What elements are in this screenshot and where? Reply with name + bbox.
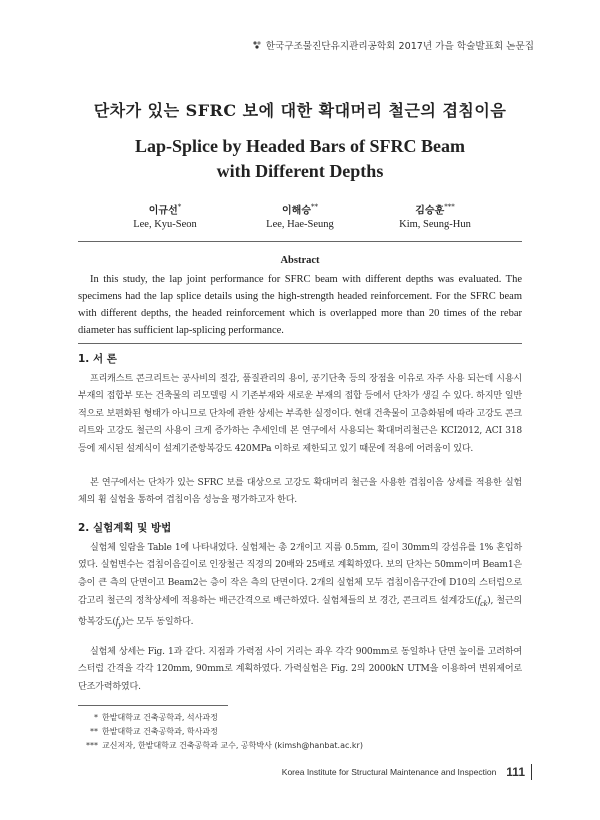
section-1-heading: 1. 서 론 [78,353,117,365]
footer-bar [531,764,532,780]
para-text: ), 철근의 항복강도( [78,596,522,627]
footnotes [78,711,363,753]
abstract-body: In this study, the lap joint performance for SFRC beam with different depths was evaluated. The specimens had the lap splice details using the high-strength headed reinforcement. For the SFRC beam with different depths, the headed reinforcement which is overlapped more than 20 times of the rebar diameter has sufficient lap-splicing performance. [78,274,522,336]
author-name-en: Lee, Hae-Seung [266,219,334,231]
symbol-fck: $f_{ck}$ [477,595,488,609]
section-2-paragraph-2: 실험체 상세는 Fig. 1과 같다. 지점과 가력점 사이 거리는 좌우 각각 900mm로 동일하나 단면 높이를 고려하여 스터럽 간격을 각각 120mm, 90mm로 계획하였다. 가력실험은 Fig. 2의 2000kN UTM을 이용하여 변위제어로 단조가력하였다. [78,647,522,692]
footer-org: Korea Institute for Structural Maintenance and Inspection [281,767,497,777]
running-header [252,38,534,52]
section-1-paragraph-2: 본 연구에서는 단차가 있는 SFRC 보를 대상으로 고강도 확대머리 철근을 사용한 겹침이음 상세를 적용한 실험체의 휨 실험을 통하여 겹침이음 성능을 평가하고자 한다. [78,478,522,506]
title-english [0,134,600,184]
page-number: 111 [506,765,525,779]
para-text: 실험체 일람을 Table 1에 나타내었다. 실험체는 총 2개이고 지름 0.5mm, 길이 30mm의 강섬유를 1% 혼입하였다. 실험변수는 겹침이음길이로 인장철근 직경의 20배와 25배로 계획하였다. 보의 단차는 50mm이며 Beam1은 층이 큰 측의 단면이고 Beam2는 층이 작은 측의 단면이다. 2개의 실험체 모두 겹침이음구간에 D10의 스터럽으로 감고리 철근의 정착상세에 적용하는 배근간격으로 배근하였다. 실험체들의 보 경간, 콘크리트 설계강도( [78,543,522,607]
author-name-en: Kim, Seung-Hun [399,219,471,231]
author-name-ko: 김승훈 [415,205,445,217]
abstract-title: Abstract [280,255,320,266]
footnote: ** 한밭대학교 건축공학과, 학사과정 [90,727,218,736]
divider-top [78,241,522,242]
section-2-heading: 2. 실험계획 및 방법 [78,522,172,534]
title-korean: 단차가 있는 SFRC 보에 대한 확대머리 철근의 겹침이음 [93,101,507,120]
author-name-ko: 이해승 [282,205,311,217]
author-2 [233,200,368,232]
author-name-en: Lee, Kyu-Seon [133,219,197,231]
footnote-divider [78,705,228,706]
author-mark: *** [444,203,455,211]
page-footer [282,764,532,780]
author-1 [98,200,233,232]
author-mark: * [177,203,182,211]
author-list [0,200,600,232]
para-text: )는 모두 동일하다. [121,616,194,627]
section-2-paragraph-1 [78,540,522,633]
journal-logo-icon [252,40,262,50]
symbol-fy: $f_y$ [115,615,122,629]
header-text: 한국구조물진단유지관리공학회 2017년 가을 학술발표회 논문집 [265,41,534,52]
divider-abstract [78,343,522,344]
author-3 [368,200,503,232]
footnote: *** 교신저자, 한밭대학교 건축공학과 교수, 공학박사 (kimsh@hanbat.ac.kr) [86,741,363,750]
title-english-line1: Lap-Splice by Headed Bars of SFRC Beam [134,136,465,156]
footnote: * 한밭대학교 건축공학과, 석사과정 [94,713,218,722]
title-english-line2: with Different Depths [216,161,384,181]
author-mark: ** [310,203,318,211]
author-name-ko: 이규선 [148,205,178,217]
section-1-paragraph-1: 프리캐스트 콘크리트는 공사비의 절감, 품질관리의 용이, 공기단축 등의 장점을 이유로 자주 사용 되는데 시용시 부재의 접합부 또는 건축물의 리모델링 시 기존부재와 새로운 부재의 접합 등에서 단차가 생길 수 있다. 하지만 일반적으로 보편화된 형태가 아니므로 단차에 관한 상세는 부족한 실정이다. 현대 건축물이 고층화됨에 따라 고강도 콘크리트와 고강도 철근의 사용이 크게 증가하는 추세인데 본 연구에서 사용되는 확대머리철근은 KCI2012, ACI 318등에 제시된 설계식이 설계기준항복강도 420MPa 이하로 제한되고 있기 때문에 적용에 어려움이 있다. [78,374,522,454]
